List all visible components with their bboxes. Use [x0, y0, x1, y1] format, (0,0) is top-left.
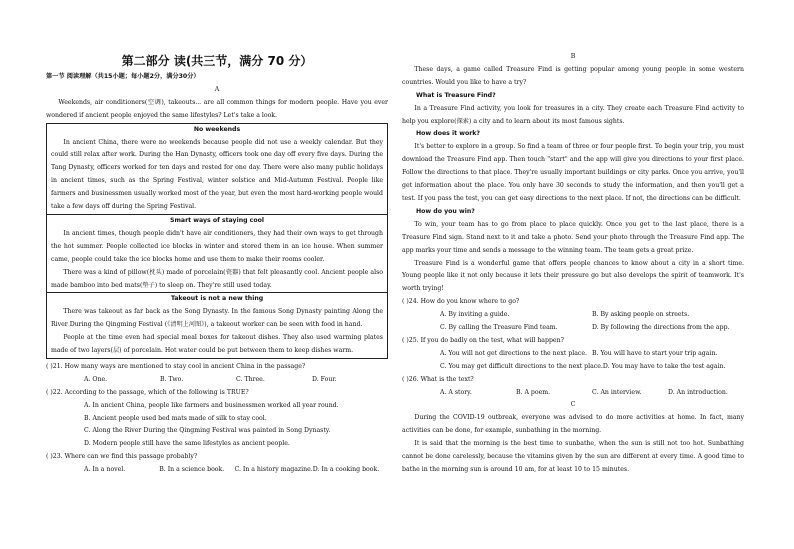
answer-option[interactable]: C. You may get difficult directions to the next place. — [440, 362, 603, 370]
passage-a-box — [46, 123, 388, 359]
answer-option[interactable]: B. A poem. — [516, 388, 551, 396]
answer-option[interactable]: B. Two. — [160, 375, 184, 383]
answer-option[interactable]: D. An introduction. — [668, 388, 728, 396]
questions-right — [402, 296, 744, 399]
block-title-cool: Smart ways of staying cool — [47, 214, 387, 228]
passage-c-para-2: It is said that the morning is the best time to sunbathe, when the sun is still not too hot. Sunbathing cannot be done carelessly, because the vitamins given by the sun are different at every time. A good time to bathe in the morning sun is around 10 am, for at least 10 to 15 minutes. — [402, 440, 744, 473]
passage-b-para-2: It's better to explore in a group. So find a team of three or four people first. To begin your trip, you must download the Treasure Find app. Then touch "start" and the app will give you directions to your first place. Follow the directions to that place. They're usually important buildings or city parks. Once you arrive, you'll get information about the place. You only have 30 seconds to study the information, and then you'll get a test. If you pass the test, you can get easy directions to the next place. If not, the directions can be difficult. — [402, 143, 744, 202]
answer-option[interactable]: D. Modern people still have the same lifestyles as ancient people. — [84, 440, 290, 448]
answer-option[interactable]: C. An interview. — [592, 388, 642, 396]
block-text-takeout-1: There was takeout as far back as the Song Dynasty. In the famous Song Dynasty painting Along the River During the Qingming Festival (《清明上河图》), a takeout worker can be seen with food in hand. — [51, 308, 383, 329]
answer-option[interactable]: D. By following the directions from the app. — [592, 324, 730, 332]
passage-b-para-3: To win, your team has to go from place to place quickly. Once you get to the last place, there is a Treasure Find sign. Stand next to it and take a photo. Send your photo through the Treasure Find app. The app marks your time and sends a message to the winning team. The team gets a great prize. — [402, 220, 744, 254]
answer-option[interactable]: B. You will have to start your trip again. — [592, 349, 718, 357]
passage-b-para-1: In a Treasure Find activity, you look for treasures in a city. They create each Treasure Find activity to help you explore(探索) a city and to learn about its most famous sights. — [402, 104, 744, 125]
answer-option[interactable]: A. You will not get directions to the next place. — [440, 349, 587, 357]
block-text-cool-2: There was a kind of pillow(枕头) made of porcelain(瓷器) that felt pleasantly cool. Ancient people also made bamboo into bed mats(垫子) to sleep on. They're still used today. — [51, 268, 383, 289]
options-row — [402, 361, 744, 374]
answer-option[interactable]: C. In a history magazine. — [234, 466, 313, 474]
block-text-takeout-2: People at the time even had special meal boxes for takeout dishes. They also used warming plates made of two layers(层) of porcelain. Hot water could be put between them to keep dishes warm. — [51, 334, 383, 355]
answer-option[interactable]: A. A story. — [440, 388, 472, 396]
question-stem: ( )26. What is the text? — [402, 375, 474, 383]
passage-b-para-4: Treasure Find is a wonderful game that offers people chances to know about a city in a short time. Young people like it not only because it lets their pressure go but also develops the spirit of teamwork. It's worth trying! — [402, 259, 744, 293]
block-text-cool-1: In ancient times, though people didn't have air conditioners, they had their own ways to get through the hot summer. People collected ice blocks in winter and stored them in an ice house. When summer came, people could take the ice blocks home and use them to make their rooms cooler. — [51, 229, 383, 263]
answer-option[interactable]: A. By inviting a guide. — [440, 311, 510, 319]
passage-b-heading-1: What is Treasure Find? — [416, 91, 496, 99]
passage-c-letter: C — [570, 401, 576, 409]
right-column — [402, 0, 744, 477]
answer-option[interactable]: A. In a novel. — [84, 466, 126, 474]
passage-b-heading-3: How do you win? — [416, 207, 475, 215]
passage-a-intro: Weekends, air conditioners(空调), takeouts... are all common things for modern people. Have you ever wondered if ancient people enjoyed the same lifestyles? Let's take a look. — [46, 98, 388, 119]
passage-b-intro: These days, a game called Treasure Find is getting popular among young people in some western countries. Would you like to have a try? — [402, 65, 744, 86]
block-text-weekends: In ancient China, there were no weekends because people did not use a weekly calendar. But they could still relax after work. During the Han Dynasty, officers took one day off every five days. During the Tang Dynasty, officers worked for ten days and rested for one day. There were also many public holidays in ancient times, such as the Spring Festival, winter solstice and Mid-Autumn Festival. People like farmers and businessmen usually worked most of the year, but even the most hard-working people would take a few days off during the Spring Festival. — [51, 138, 383, 211]
question-stem: ( )21. How many ways are mentioned to stay cool in ancient China in the passage? — [46, 362, 306, 370]
options-row — [402, 387, 744, 400]
passage-a-letter: A — [214, 85, 220, 93]
passage-c-para-1: During the COVID-19 outbreak, everyone was advised to do more activities at home. In fact, many activities can be done, for example, sunbathing in the morning. — [402, 414, 744, 435]
answer-option[interactable]: C. By calling the Treasure Find team. — [440, 324, 558, 332]
question-stem: ( )24. How do you know where to go? — [402, 298, 520, 306]
options-row — [402, 309, 744, 322]
page-title: 第二部分 读(共三节，满分 70 分） — [121, 54, 313, 68]
answer-option[interactable]: B. Ancient people used bed mats made of silk to stay cool. — [84, 414, 267, 422]
answer-option[interactable]: A. One. — [84, 375, 108, 383]
answer-option[interactable]: D. You may have to take the test again. — [602, 362, 726, 370]
answer-option[interactable]: D. Four. — [312, 375, 337, 383]
answer-option[interactable]: B. By asking people on streets. — [592, 311, 690, 319]
answer-option[interactable]: D. In a cooking book. — [312, 466, 380, 474]
options-row — [402, 348, 744, 361]
question-stem: ( )25. If you do badly on the test, what will happen? — [402, 336, 564, 344]
question-stem: ( )23. Where can we find this passage probably? — [46, 453, 198, 461]
passage-b-heading-2: How does it work? — [416, 130, 480, 138]
passage-b-letter: B — [570, 53, 576, 60]
block-title-weekends: No weekends — [193, 125, 241, 133]
left-column — [46, 0, 388, 477]
questions-left — [46, 361, 388, 477]
block-title-takeout: Takeout is not a new thing — [47, 292, 387, 306]
options-row — [46, 464, 388, 477]
section-heading: 第一节 阅读理解（共15小题；每小题2分，满分30分） — [46, 73, 200, 80]
question-stem: ( )22. According to the passage, which of the following is TRUE? — [46, 388, 249, 396]
answer-option[interactable]: C. Three. — [236, 375, 265, 383]
answer-option[interactable]: C. Along the River During the Qingming Festival was painted in Song Dynasty. — [84, 427, 331, 435]
options-row — [46, 374, 388, 387]
options-row — [402, 322, 744, 335]
answer-option[interactable]: B. In a science book. — [159, 466, 225, 474]
answer-option[interactable]: A. In ancient China, people like farmers and businessmen worked all year round. — [84, 401, 339, 409]
